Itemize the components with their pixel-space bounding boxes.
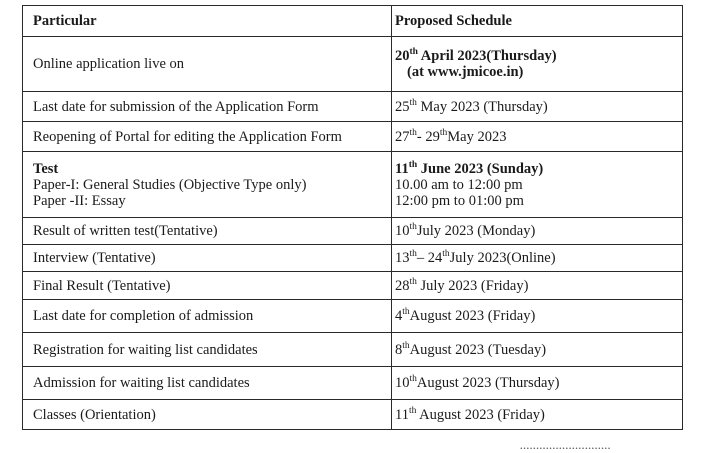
particular-text: Last date for completion of admission [33, 308, 254, 324]
schedule-cell [392, 300, 683, 333]
schedule-text [395, 48, 682, 64]
particular-text: Admission for waiting list candidates [33, 375, 250, 391]
date-suffix: th [409, 249, 417, 260]
header-schedule: Proposed Schedule [392, 6, 683, 37]
date-suffix: th [408, 405, 417, 416]
particular-text: Final Result (Tentative) [33, 277, 171, 294]
date-rest: August 2023 (Tuesday) [409, 341, 547, 358]
particular-text: Reopening of Portal for editing the Application Form [33, 128, 342, 145]
schedule-cell [392, 152, 683, 218]
date-suffix: th [439, 127, 448, 138]
particular-cell [23, 333, 392, 367]
schedule-text [395, 223, 682, 239]
particular-cell [23, 37, 392, 92]
footer-fragment: ............................ [520, 437, 611, 452]
date-suffix: th [409, 127, 417, 138]
schedule-row [23, 400, 683, 430]
particular-text: Test [33, 160, 59, 177]
date-main: 20 [395, 48, 410, 64]
date-suffix: th [409, 47, 418, 58]
header-particular: Particular [23, 6, 392, 37]
date-rest: August 2023 (Friday) [409, 308, 536, 324]
date-rest: May 2023 (Thursday) [416, 98, 548, 115]
date-main: 4 [395, 308, 403, 324]
schedule-text [395, 278, 682, 294]
schedule-text [395, 64, 682, 80]
schedule-text [395, 407, 682, 423]
schedule-cell [392, 37, 683, 92]
particular-cell [23, 152, 392, 218]
date-main: 10.00 am to 12:00 pm [395, 176, 523, 193]
schedule-text [395, 193, 682, 209]
date-main: 28 [395, 277, 410, 294]
date-main: 25 [395, 98, 410, 115]
schedule-text [395, 177, 682, 193]
date-rest: July 2023 (Friday) [416, 277, 529, 294]
particular-cell [23, 245, 392, 272]
date-rest: July 2023 (Monday) [416, 223, 536, 239]
schedule-text [395, 250, 682, 266]
schedule-row [23, 367, 683, 400]
schedule-text [395, 99, 682, 115]
date-suffix: th [408, 159, 418, 170]
schedule-row [23, 300, 683, 333]
particular-cell [23, 92, 392, 122]
schedule-row [23, 272, 683, 300]
schedule-row [23, 37, 683, 92]
particular-cell [23, 367, 392, 400]
schedule-text [395, 375, 682, 391]
date-main: 10 [395, 375, 410, 391]
date-main: 13 [395, 250, 410, 266]
date-main: 27 [395, 128, 410, 145]
header-row [23, 6, 683, 37]
date-suffix: th [402, 307, 410, 318]
date-rest: July 2023(Online) [449, 250, 556, 266]
schedule-cell [392, 218, 683, 245]
schedule-cell [392, 272, 683, 300]
date-rest: August 2023 (Friday) [416, 406, 545, 423]
particular-text: Registration for waiting list candidates [33, 341, 258, 358]
date-rest: June 2023 (Sunday) [417, 160, 544, 177]
schedule-row [23, 92, 683, 122]
schedule-cell [392, 245, 683, 272]
schedule-row [23, 122, 683, 152]
date-rest: April 2023(Thursday) [417, 48, 557, 64]
schedule-row [23, 333, 683, 367]
schedule-row [23, 218, 683, 245]
date-main: 8 [395, 341, 403, 358]
date-suffix: th [409, 222, 417, 233]
schedule-text [395, 161, 682, 177]
date-main: (at www.jmicoe.in) [407, 64, 524, 80]
date-suffix: th [409, 276, 417, 287]
schedule-table [22, 5, 683, 430]
date-suffix: th [409, 97, 417, 108]
particular-cell [23, 400, 392, 430]
schedule-cell [392, 92, 683, 122]
schedule-text [395, 308, 682, 324]
date-suffix: th [402, 340, 410, 351]
date-suffix: th [409, 374, 417, 385]
date-rest: – 24 [416, 250, 443, 266]
date-main: 11 [395, 406, 409, 423]
particular-cell [23, 218, 392, 245]
schedule-row [23, 245, 683, 272]
schedule-table-body [23, 6, 683, 430]
schedule-text [395, 342, 682, 358]
particular-cell [23, 122, 392, 152]
schedule-text [395, 129, 682, 145]
particular-text: Paper -II: Essay [33, 192, 126, 209]
schedule-cell [392, 333, 683, 367]
particular-text: Last date for submission of the Application Form [33, 98, 319, 115]
date-rest: May 2023 [447, 128, 507, 145]
date-rest: August 2023 (Thursday) [416, 375, 560, 391]
particular-text: Online application live on [33, 56, 185, 72]
particular-text: Interview (Tentative) [33, 250, 156, 266]
date-main: 12:00 pm to 01:00 pm [395, 192, 524, 209]
schedule-cell [392, 400, 683, 430]
particular-cell [23, 300, 392, 333]
schedule-cell [392, 122, 683, 152]
date-rest: - 29 [416, 128, 440, 145]
particular-text: Paper-I: General Studies (Objective Type only) [33, 176, 307, 193]
schedule-row [23, 152, 683, 218]
particular-cell [23, 272, 392, 300]
date-main: 10 [395, 223, 410, 239]
date-suffix: th [442, 249, 450, 260]
date-main: 11 [395, 160, 409, 177]
particular-text: Classes (Orientation) [33, 406, 156, 423]
particular-text: Result of written test(Tentative) [33, 223, 218, 239]
schedule-cell [392, 367, 683, 400]
